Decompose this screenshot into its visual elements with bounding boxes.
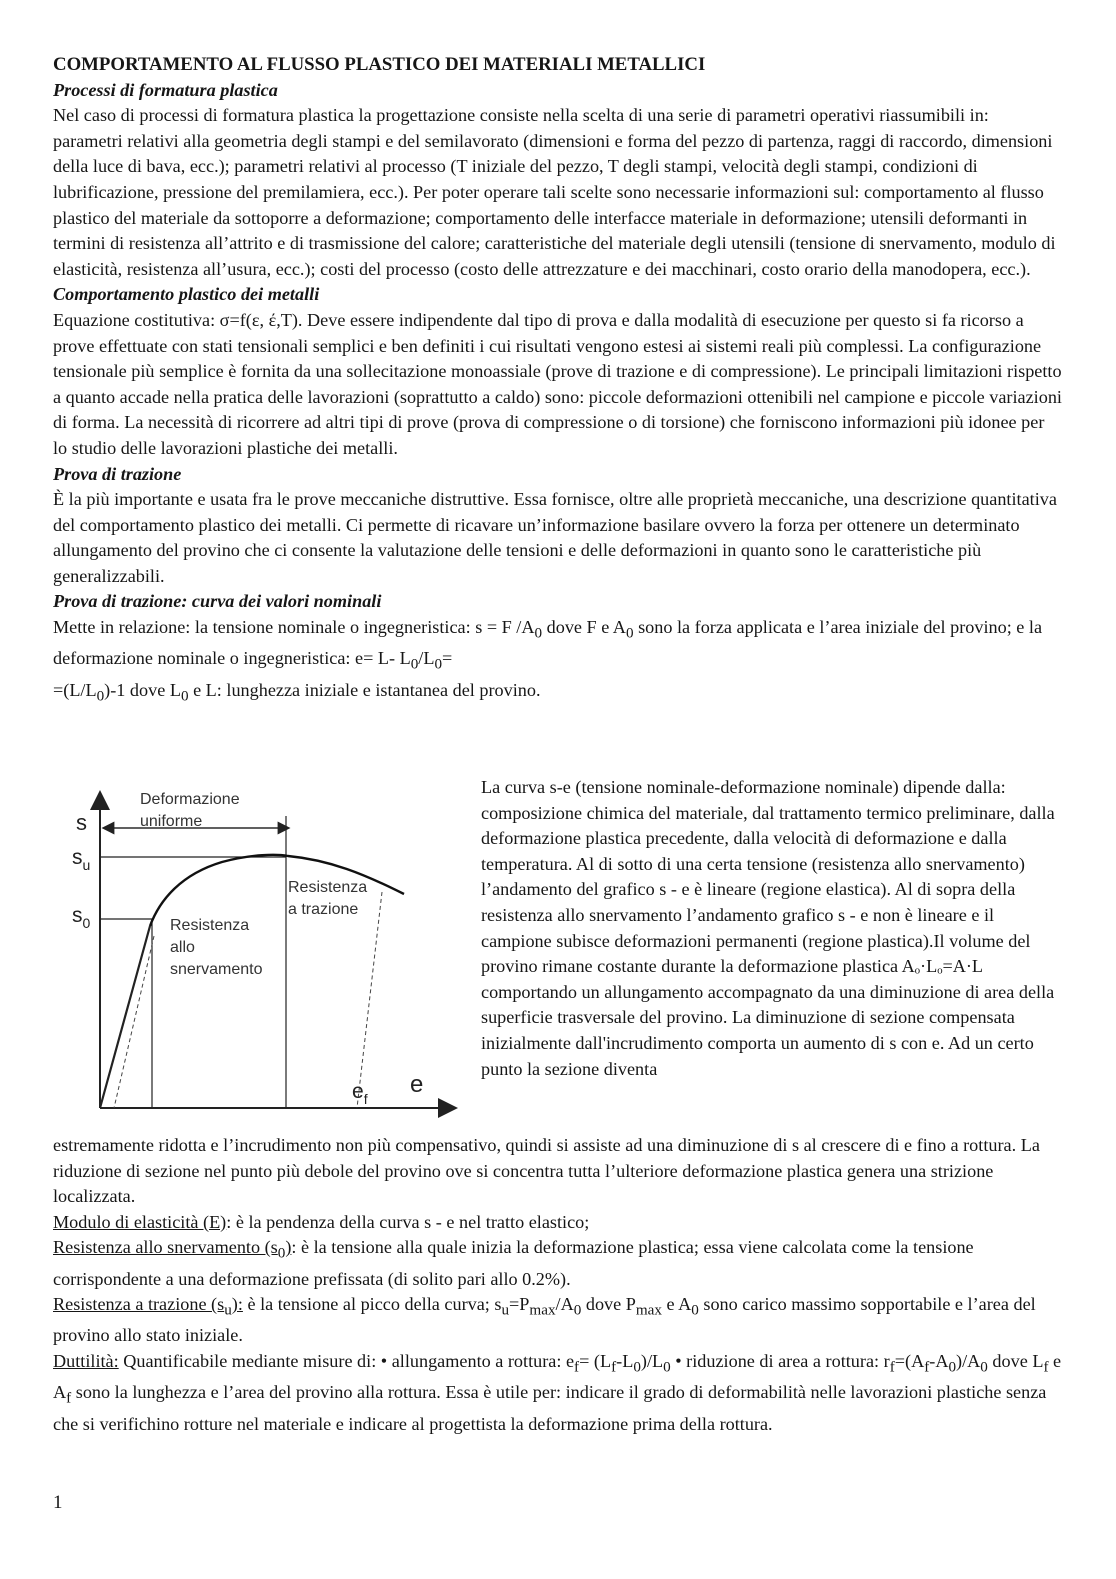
page-number: 1 (53, 1492, 63, 1513)
elastic-slope-line (100, 926, 150, 1108)
stress-strain-figure (52, 776, 462, 1122)
definition-modulo: Modulo di elasticità (E): è la pendenza della curva s - e nel tratto elastico; (53, 1211, 590, 1232)
section-heading-comportamento: Comportamento plastico dei metalli (53, 284, 320, 305)
document-title: COMPORTAMENTO AL FLUSSO PLASTICO DEI MATERIALI METALLICI (53, 54, 706, 75)
elastic-unload-dashed-line (114, 936, 154, 1108)
label-deformazione: Deformazione (140, 791, 240, 808)
figure-side-text (481, 775, 1063, 1082)
paragraph-comportamento: Equazione costitutiva: σ=f(ε, έ,T). Deve essere indipendente dal tipo di prova e dalla modalità di esecuzione per questo si fa ricorso a prove effettuate con stati tensionali semplici e ben definiti i cui risultati vengono estesi ai sistemi reali più complessi. La configurazione tensionale più semplice è fornita da una sollecitazione monoassiale (prove di trazione e di compressione). Le principali limitazioni rispetto a quanto accade nella pratica delle lavorazioni (soprattutto a caldo) sono: piccole deformazioni ottenibili nel campione e piccole variazioni di forma. La necessità di ricorrere ad altri tipi di prove (prova di compressione o di torsione) che forniscono informazioni più idonee per lo studio delle lavorazioni plastiche dei metalli. (53, 309, 1062, 458)
label-uniforme: uniforme (140, 813, 203, 830)
fracture-unload-dashed-line (357, 892, 382, 1108)
section-heading-formatura: Processi di formatura plastica (53, 79, 278, 100)
paragraph-formatura: Nel caso di processi di formatura plastica la progettazione consiste nella scelta di una serie di parametri operativi riassumibili in: parametri relativi alla geometria degli stampi e del semilavorato (dimensioni e forma del pezzo di partenza, raggi di raccordo, dimensioni della luce di bava, ecc.); parametri relativi al processo (T iniziale del pezzo, T degli stampi, velocità degli stampi, condizioni di lubrificazione, pressione del premilamiera, ecc.). Per poter operare tali scelte sono necessarie informazioni sul: comportamento al flusso plastico del materiale da sottoporre a deformazione; comportamento delle interfacce materiale in deformazione; utensili deformanti in termini di resistenza all’attrito e di trasmissione del calore; caratteristiche del materiale degli utensili (tensione di snervamento, modulo di elasticità, resistenza all’usura, ecc.); costi del processo (costo delle attrezzature e dei macchinari, costo orario della manodopera, ecc.). (53, 105, 1056, 279)
label-resistenza-trazione-1: Resistenza (288, 879, 368, 896)
label-resistenza-trazione-2: a trazione (288, 901, 359, 918)
paragraph-nominali: Mette in relazione: la tensione nominale o ingegneristica: s = F $/A_0$ dove F e $A_0$ sono la forza applicata e l’area iniziale del provino; e la deformazione nominale o ingegneristica: e= L- $L_0/L_0=$ $=(L/L_0)-1$ dove $L_0$ e L: lunghezza iniziale e istantanea del provino. (53, 617, 1043, 705)
paragraph-trazione: È la più importante e usata fra le prove meccaniche distruttive. Essa fornisce, oltre alle proprietà meccaniche, una descrizione quantitativa del comportamento plastico dei metalli. Ci permette di ricavare un’informazione basilare ovvero la forza per ottenere un determinato allungamento del provino che ci consente la valutazione delle tensioni e delle deformazioni in quanto sono le caratteristiche più generalizzabili. (53, 489, 1057, 586)
section-heading-nominali: Prova di trazione: curva dei valori nominali (53, 591, 382, 612)
tick-label-ef: $e_f$ (352, 1080, 368, 1107)
tick-label-s0: $s_0$ (72, 904, 91, 931)
definition-snervamento: Resistenza allo snervamento $(s_0)$: è la tensione alla quale inizia la deformazione plastica; essa viene calcolata come la tensione corrispondente a una deformazione prefissata (di solito pari allo 0.2%). (53, 1237, 974, 1289)
section-heading-trazione: Prova di trazione (53, 463, 182, 484)
tick-label-su: $s_u$ (72, 846, 91, 873)
label-resistenza-snervamento-1: Resistenza (170, 917, 250, 934)
label-resistenza-snervamento-2: allo (170, 939, 195, 956)
paragraph-continuation: estremamente ridotta e l’incrudimento non più compensativo, quindi si assiste ad una diminuzione di s al crescere di e fino a rottura. La riduzione di sezione nel punto più debole del provino ove si concentra tutta l’ulteriore deformazione plastica genera una strizione localizzata. (53, 1135, 1040, 1207)
label-resistenza-snervamento-3: snervamento (170, 961, 263, 978)
text-column-lower (53, 1133, 1063, 1437)
text-column (53, 52, 1063, 709)
stress-strain-diagram (52, 776, 462, 1122)
axis-label-s: s (76, 810, 87, 835)
definition-trazione: Resistenza a trazione $(s_u)$: è la tensione al picco della curva; $s_u=P_{max}/A_0$ dove $P_{max}$ e $A_0$ sono carico massimo sopportabile e l’area del provino allo stato iniziale. (53, 1294, 1036, 1346)
term-modulo: Modulo di elasticità (E) (53, 1211, 227, 1232)
term-duttilita: Duttilità: (53, 1351, 119, 1372)
axis-label-e: e (410, 1071, 424, 1098)
term-snervamento: Resistenza allo snervamento $(s_0)$ (53, 1237, 292, 1263)
paragraph-curve-description: La curva s-e (tensione nominale-deformazione nominale) dipende dalla: composizione chimica del materiale, dal trattamento termico preliminare, dalla deformazione plastica precedente, dalla velocità di deformazione e dalla temperatura. Al di sotto di una certa tensione (resistenza allo snervamento) l’andamento del grafico s - e è lineare (regione elastica). Al di sopra della resistenza allo snervamento l’andamento grafico s - e non è lineare e il campione subisce deformazioni permanenti (regione plastica).Il volume del provino rimane costante durante la deformazione plastica Aₒ·Lₒ=A·L comportando un allungamento accompagnato da una diminuzione di area della superficie trasversale del provino. La diminuzione di sezione compensata inizialmente dall'incrudimento comporta un aumento di s con e. Ad un certo punto la sezione diventa (481, 777, 1055, 1079)
term-trazione: Resistenza a trazione $(s_u)$: (53, 1294, 243, 1319)
definition-duttilita: Duttilità: Quantificabile mediante misure di: • allungamento a rottura: $e_f= (L_f-L_0)/L_0$ • riduzione di area a rottura: $r_f=(A_f-A_0)/A_0$ dove $L_f$ e $A_f$ sono la lunghezza e l’area del provino alla rottura. Essa è utile per: indicare il grado di deformabilità nelle lavorazioni plastiche senza che si verifichino rotture nel materiale e indicare al progettista la deformazione prima della rottura. (53, 1351, 1062, 1434)
